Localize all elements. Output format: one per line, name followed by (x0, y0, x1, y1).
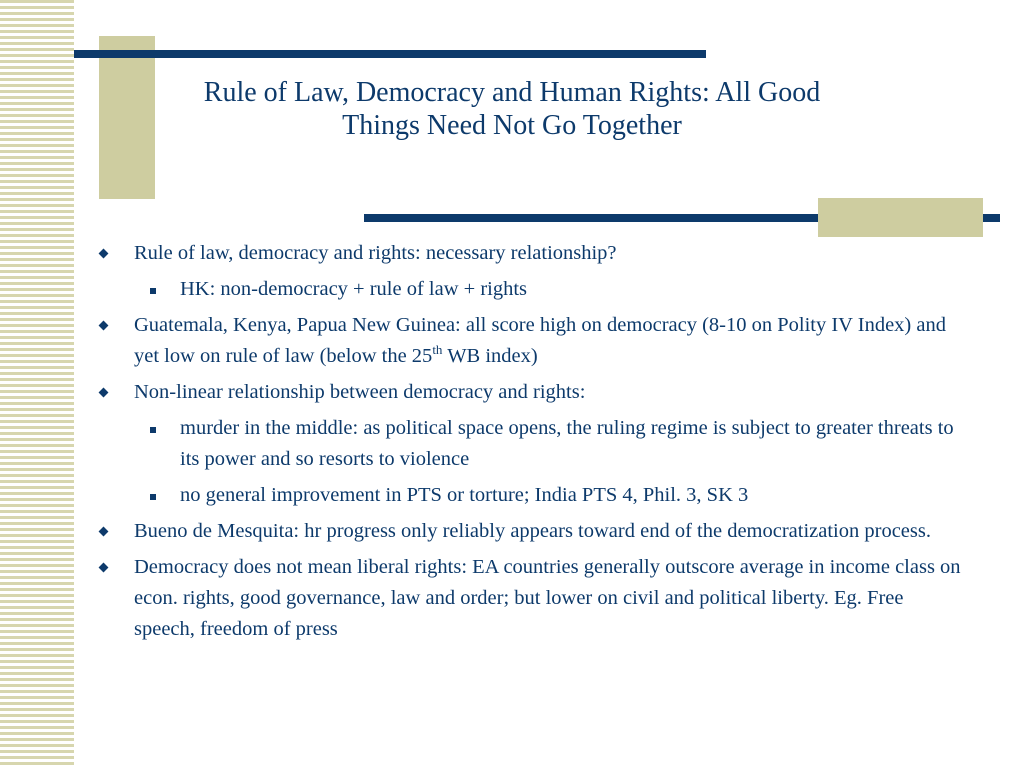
slide-body (96, 238, 966, 645)
decorative-stripe-band (0, 0, 74, 768)
diamond-bullet-icon (99, 388, 109, 398)
sub-bullet-text: no general improvement in PTS or torture; India PTS 4, Phil. 3, SK 3 (180, 484, 749, 506)
slide-title-line-1: Rule of Law, Democracy and Human Rights: All Good (203, 77, 821, 108)
bullet-item (96, 552, 966, 645)
sub-bullet-item (96, 274, 966, 305)
sub-bullet-text: HK: non-democracy + rule of law + rights (180, 278, 528, 300)
bullet-text: Bueno de Mesquita: hr progress only reliably appears toward end of the democratization process. (134, 520, 931, 542)
title-accent-block-bottom (818, 198, 983, 237)
diamond-bullet-icon (99, 249, 109, 259)
diamond-bullet-icon (99, 563, 109, 573)
bullet-text: Non-linear relationship between democracy and rights: (134, 381, 586, 403)
diamond-bullet-icon (99, 527, 109, 537)
sub-bullet-item (96, 413, 966, 475)
bullet-text: Rule of law, democracy and rights: necessary relationship? (134, 242, 617, 264)
bullet-text-end: WB index) (442, 345, 538, 367)
bullet-item (96, 238, 966, 269)
diamond-bullet-icon (99, 321, 109, 331)
sub-bullet-item (96, 480, 966, 511)
sub-bullet-text: murder in the middle: as political space opens, the ruling regime is subject to greater threats to its power and so resorts to violence (180, 417, 954, 470)
bullet-item (96, 310, 966, 372)
square-bullet-icon (150, 427, 156, 433)
slide-title (120, 76, 904, 142)
bullet-item (96, 377, 966, 408)
square-bullet-icon (150, 494, 156, 500)
square-bullet-icon (150, 288, 156, 294)
title-rule-top (74, 50, 706, 58)
bullet-text: Guatemala, Kenya, Papua New Guinea: all score high on democracy (8-10 on Polity IV Index) and yet low on rule of law (below the 25 (134, 314, 946, 367)
superscript-th: th (432, 342, 443, 358)
bullet-text: Democracy does not mean liberal rights: EA countries generally outscore average in income class on econ. rights, good governance, law and order; but lower on civil and political liberty. Eg. Free speech, freedom of press (134, 556, 961, 640)
slide-title-line-2: Things Need Not Go Together (342, 110, 682, 141)
bullet-item (96, 516, 966, 547)
